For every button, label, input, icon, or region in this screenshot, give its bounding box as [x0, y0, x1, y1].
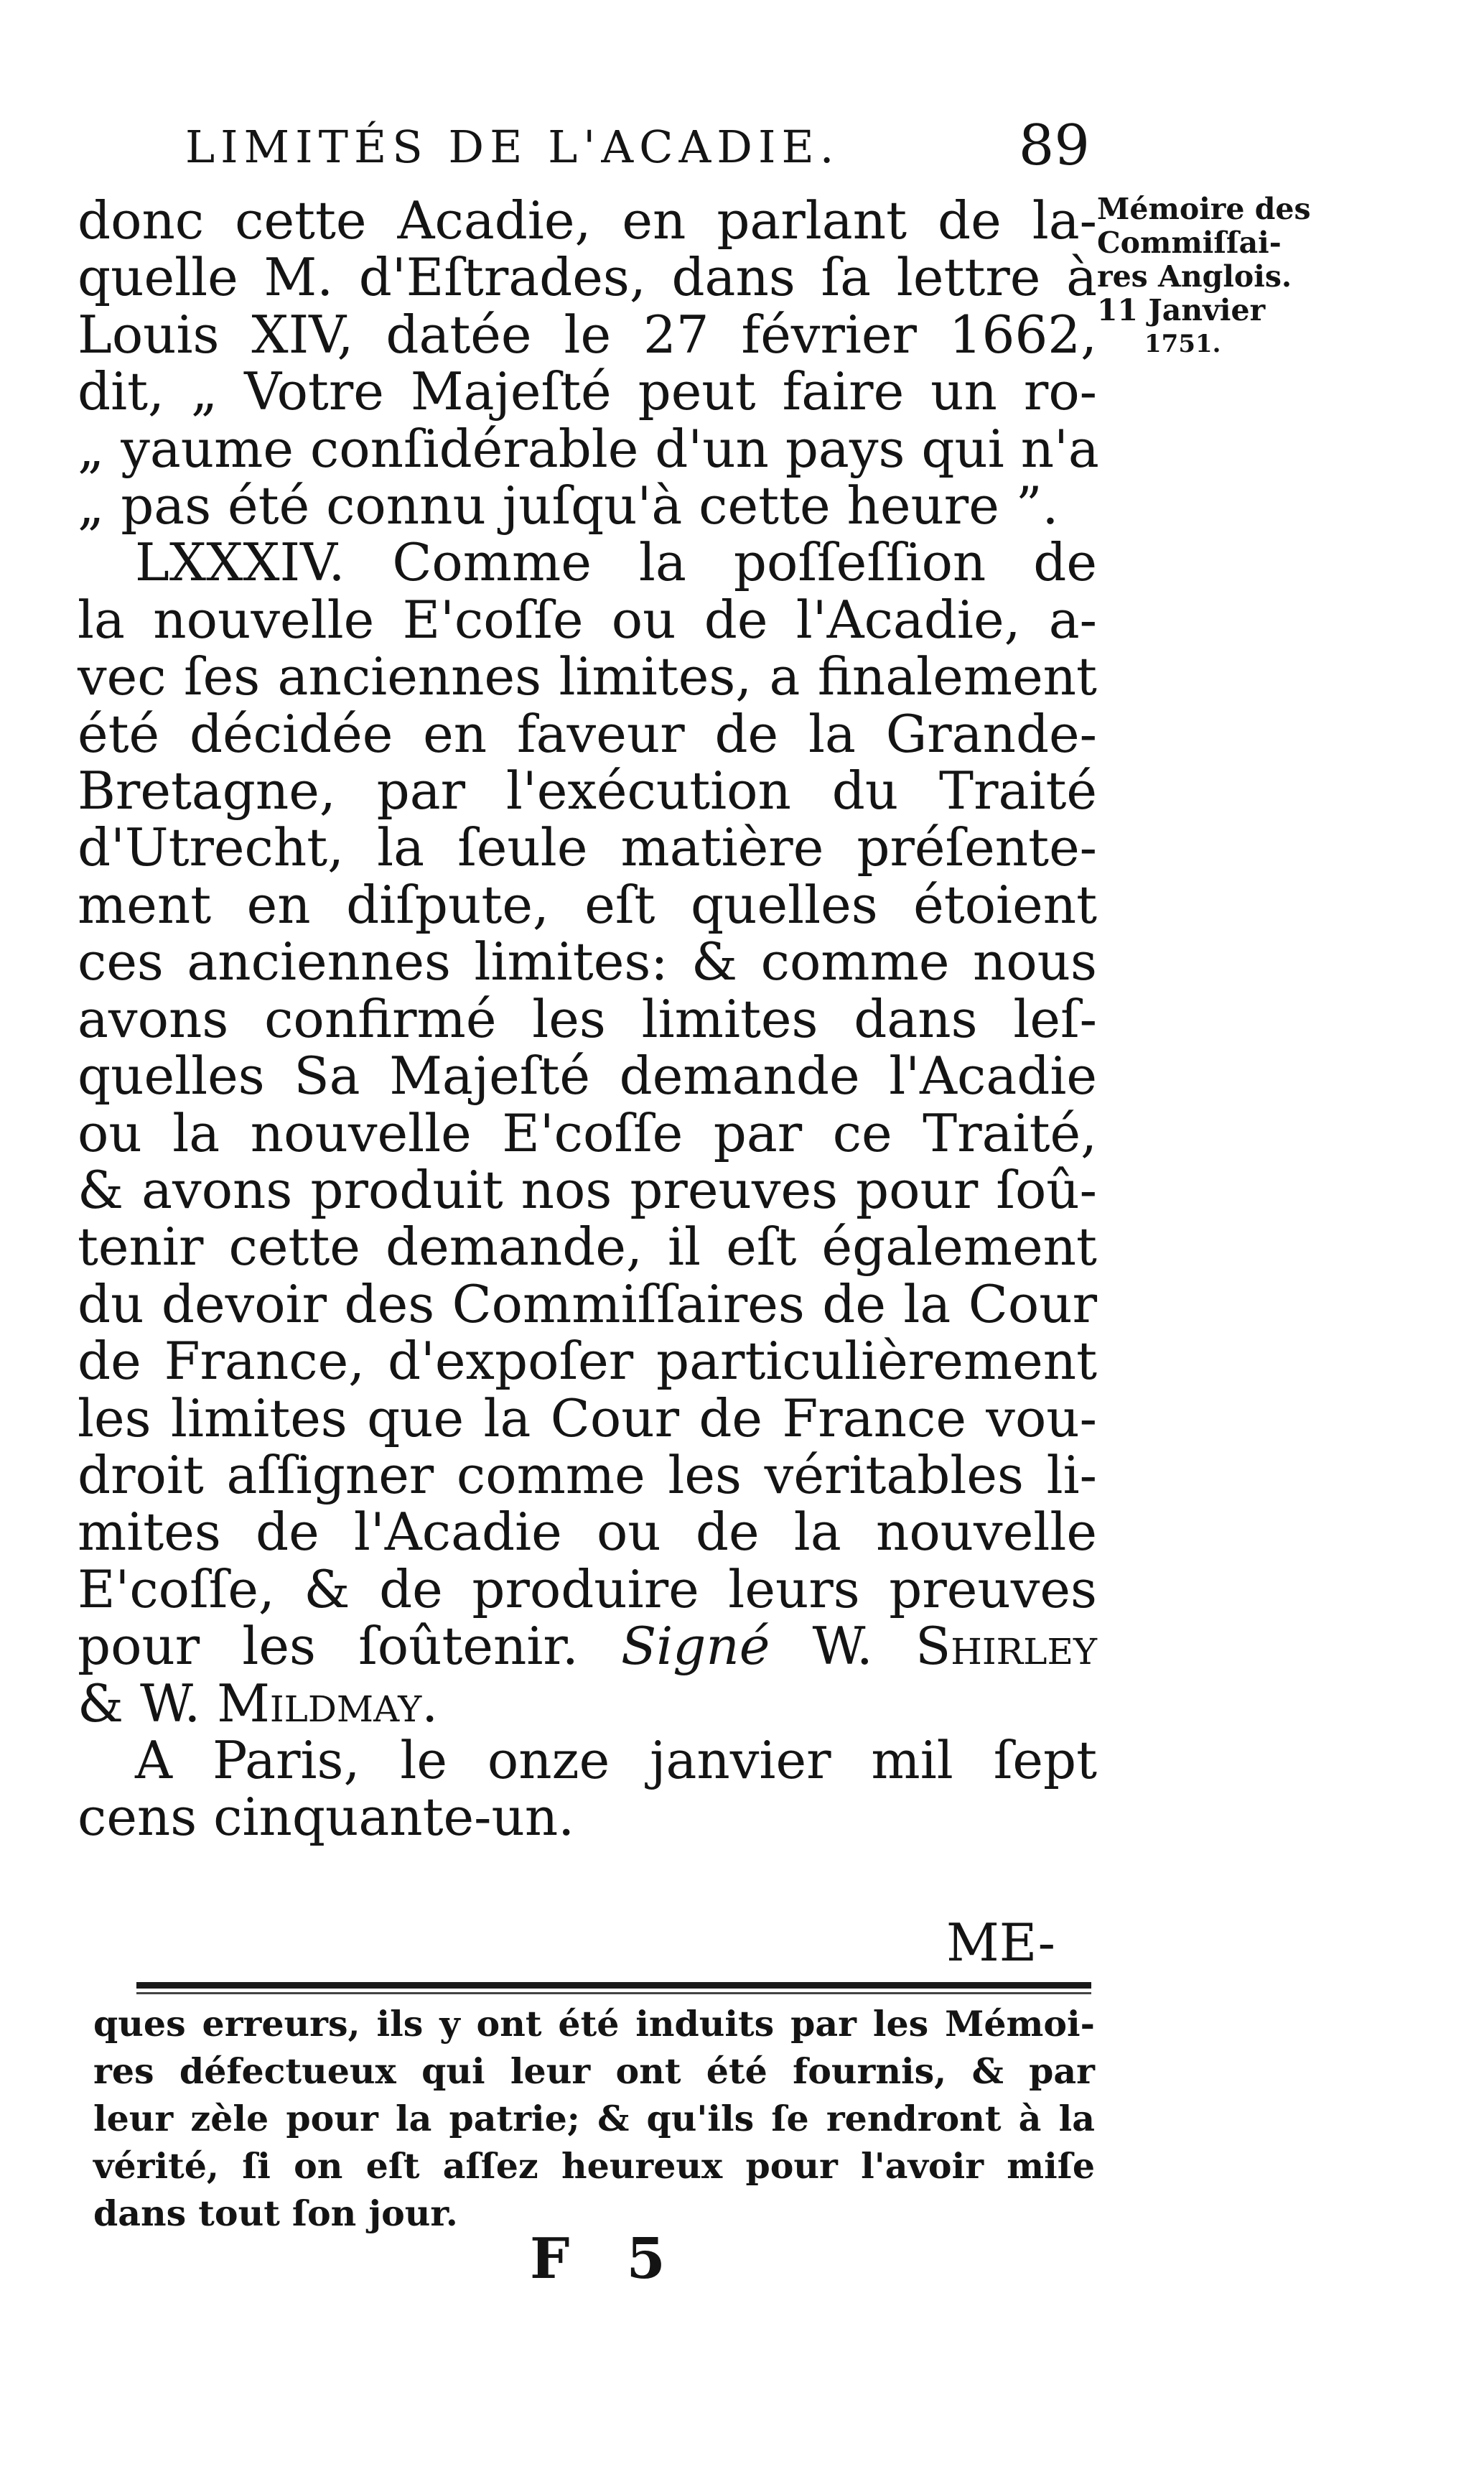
text-line: LXXXIV. Comme la poſſeſſion de [135, 532, 1097, 593]
text-line: donc cette Acadie, en parlant de la- [78, 190, 1097, 251]
text-line: du devoir des Commiſſaires de la Cour [78, 1273, 1097, 1334]
text-line: droit aſſigner comme les véritables li- [78, 1444, 1097, 1505]
text-line: ou la nouvelle E'coſſe par ce Traité, [78, 1102, 1097, 1163]
footnote-line: dans tout ſon jour. [93, 2192, 458, 2234]
text-line: „ yaume conſidérable d'un pays qui n'a [78, 418, 1099, 479]
signed-word: Signé [620, 1616, 770, 1677]
footnote-line: res défectueux qui leur ont été fournis, & par [93, 2050, 1095, 2092]
text-line: ces anciennes limites: & comme nous [78, 931, 1097, 992]
text-line: & avons produit nos preuves pour ſoû- [78, 1159, 1097, 1220]
text-line: dit, „ Votre Majeſté peut faire un ro- [78, 361, 1097, 422]
footnote [93, 2000, 1095, 2237]
text-line: vec ſes anciennes limites, a finalement [78, 646, 1097, 707]
text-line: mites de l'Acadie ou de la nouvelle [78, 1502, 1097, 1563]
text-line: la nouvelle E'coſſe ou de l'Acadie, a- [78, 589, 1097, 650]
signature-line [78, 1618, 1097, 1675]
footnote-divider-thin [136, 1992, 1091, 1994]
text-line: avons confirmé les limites dans leſ- [78, 988, 1097, 1049]
text-line: Louis XIV, datée le 27 février 1662, [78, 304, 1097, 365]
margin-note-date: 1751. [1144, 330, 1221, 358]
page-number: 89 [1018, 113, 1090, 178]
closing-line: cens cinquante-un. [78, 1787, 575, 1848]
text-line: d'Utrecht, la ſeule matière préſente- [78, 817, 1097, 878]
text-line: ment en diſpute, eſt quelles étoient [78, 874, 1097, 935]
margin-note-line: res Anglois. [1097, 259, 1292, 294]
text-line: Bretagne, par l'exécution du Traité [78, 761, 1097, 822]
closing-line: A Paris, le onze janvier mil ſept [135, 1729, 1097, 1790]
text-line: été décidée en faveur de la Grande- [78, 703, 1097, 764]
running-title: LIMITÉS DE L'ACADIE. [185, 121, 840, 173]
main-text [78, 192, 1097, 1846]
margin-note-line: Mémoire des [1097, 192, 1311, 226]
text-line: quelles Sa Majeſté demande l'Acadie [78, 1046, 1097, 1107]
text-line: „ pas été connu juſqu'à cette heure ”. [78, 475, 1059, 536]
text-line: quelle M. d'Eſtrades, dans ſa lettre à [78, 247, 1097, 308]
footnote-line: leur zèle pour la patrie; & qu'ils ſe rendront à la [93, 2098, 1095, 2139]
footnote-line: ques erreurs, ils y ont été induits par les Mémoi- [93, 2003, 1095, 2045]
text-line: de France, d'expoſer particulièrement [78, 1331, 1097, 1392]
text-line: les limites que la Cour de France vou- [78, 1387, 1097, 1448]
signatory-shirley: W. Shirley [812, 1616, 1097, 1677]
signatory-mildmay: & W. Mildmay. [78, 1673, 439, 1734]
text-line: tenir cette demande, il eſt également [78, 1217, 1097, 1278]
margin-note-line: 11 Janvier [1097, 293, 1266, 327]
margin-note [1097, 192, 1391, 361]
margin-note-line: Commiſſai- [1097, 225, 1282, 260]
running-head [185, 113, 1090, 192]
text-line: E'coſſe, & de produire leurs preuves [78, 1558, 1097, 1619]
footnote-line: vérité, ſi on eſt aſſez heureux pour l'avoir miſe [93, 2145, 1095, 2187]
signature-mark: F 5 [530, 2226, 684, 2292]
signature-prefix: pour les ſoûtenir. [78, 1616, 579, 1677]
footnote-divider [136, 1982, 1091, 1989]
catchword: ME- [946, 1912, 1055, 1973]
